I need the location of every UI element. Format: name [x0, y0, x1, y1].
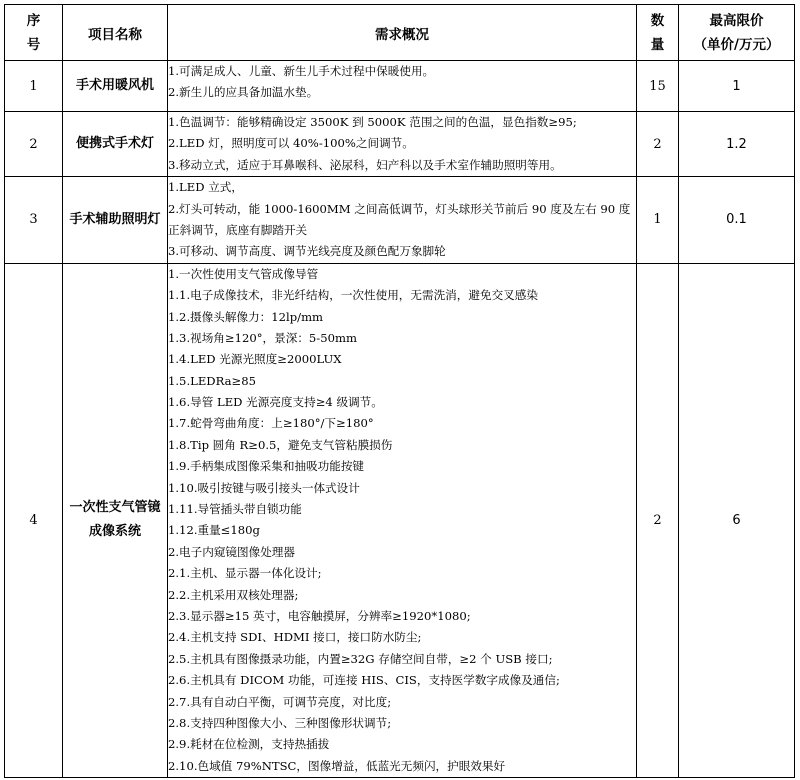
requirement-line: 2.LED 灯，照明度可以 40%-100%之间调节。 — [168, 136, 414, 151]
project-name-line: 手术辅助照明灯 — [69, 211, 161, 227]
project-name-line: 一次性支气管镜 — [69, 500, 161, 516]
project-name — [63, 177, 168, 264]
requirement-line: 2.5.主机具有图像摄录功能，内置≥32G 存储空间自带，≥2 个 USB 接口; — [168, 651, 553, 666]
row-index: 1 — [5, 61, 63, 112]
requirements-cell — [168, 177, 637, 264]
requirements-cell — [168, 263, 637, 777]
project-name-line: 成像系统 — [88, 524, 141, 540]
header-index: 序 号 — [5, 5, 63, 61]
quantity: 15 — [637, 61, 679, 112]
quantity: 2 — [637, 112, 679, 177]
row-index: 2 — [5, 112, 63, 177]
requirement-line: 2.电子内窥镜图像处理器 — [168, 544, 295, 559]
requirement-line: 1.8.Tip 圆角 R≥0.5，避免支气管粘膜损伤 — [168, 437, 393, 452]
requirement-line: 1.3.视场角≥120°，景深：5-50mm — [168, 330, 357, 345]
requirement-line: 1.6.导管 LED 光源亮度支持≥4 级调节。 — [168, 395, 383, 410]
requirement-line: 2.7.具有自动白平衡，可调节亮度，对比度; — [168, 694, 392, 709]
requirement-line: 正斜调节，底座有脚踏开关 — [168, 222, 308, 237]
project-name-line: 便携式手术灯 — [75, 136, 154, 152]
max-price: 6 — [679, 263, 795, 777]
table-row — [5, 61, 795, 112]
table-row — [5, 112, 795, 177]
max-price: 1 — [679, 61, 795, 112]
header-price: 最高限价 （单价/万元） — [679, 5, 795, 61]
max-price: 1.2 — [679, 112, 795, 177]
requirement-line: 1.4.LED 光源光照度≥2000LUX — [168, 352, 342, 367]
project-name — [63, 263, 168, 777]
requirement-line: 1.2.摄像头解像力：12lp/mm — [168, 309, 324, 324]
row-index: 3 — [5, 177, 63, 264]
requirements-table — [4, 4, 795, 778]
requirement-line: 2.1.主机、显示器一体化设计; — [168, 566, 322, 581]
requirement-line: 3.移动立式，适应于耳鼻喉科、泌尿科，妇产科以及手术室作辅助照明等用。 — [168, 157, 562, 172]
requirement-line: 2.灯头可转动，能 1000-1600MM 之间高低调节，灯头球形关节前后 90 度及左右 90 度 — [168, 201, 631, 216]
requirement-line: 2.6.主机具有 DICOM 功能，可连接 HIS、CIS，支持医学数字成像及通信; — [168, 673, 560, 688]
requirement-line: 2.10.色域值 79%NTSC，图像增益，低蓝光无频闪，护眼效果好 — [168, 758, 506, 773]
quantity: 1 — [637, 177, 679, 264]
header-requirements: 需求概况 — [168, 5, 637, 61]
requirement-line: 2.8.支持四种图像大小、三种图像形状调节; — [168, 715, 392, 730]
requirement-line: 1.7.蛇骨弯曲角度：上≥180°/下≥180° — [168, 416, 374, 431]
requirement-line: 3.可移动、调节高度、调节光线亮度及颜色配万象脚轮 — [168, 244, 446, 259]
requirement-line: 1.色温调节：能够精确设定 3500K 到 5000K 范围之间的色温，显色指数≥95; — [168, 115, 577, 129]
requirement-line: 1.LED 立式， — [168, 180, 243, 195]
quantity: 2 — [637, 263, 679, 777]
table-row — [5, 177, 795, 264]
row-index: 4 — [5, 263, 63, 777]
requirement-line: 1.11.导管插头带自锁功能 — [168, 502, 302, 517]
requirement-line: 1.可满足成人、儿童、新生儿手术过程中保暖使用。 — [168, 64, 435, 78]
table-row — [5, 263, 795, 777]
requirement-line: 2.3.显示器≥15 英寸，电容触摸屏，分辨率≥1920*1080; — [168, 608, 471, 623]
requirement-line: 1.10.吸引按键与吸引接头一体式设计 — [168, 480, 360, 495]
header-row — [5, 5, 795, 61]
requirement-line: 1.9.手柄集成图像采集和抽吸功能按键 — [168, 459, 365, 474]
header-name: 项目名称 — [63, 5, 168, 61]
requirement-line: 2.9.耗材在位检测，支持热插拔 — [168, 737, 330, 752]
requirement-line: 1.1.电子成像技术，非光纤结构，一次性使用，无需洗消，避免交叉感染 — [168, 288, 538, 303]
requirements-cell — [168, 61, 637, 112]
requirement-line: 1.一次性使用支气管成像导管 — [168, 266, 319, 281]
header-quantity: 数 量 — [637, 5, 679, 61]
requirement-line: 1.12.重量≤180g — [168, 523, 260, 538]
requirement-line: 2.4.主机支持 SDI、HDMI 接口，接口防水防尘; — [168, 630, 422, 645]
project-name-line: 手术用暖风机 — [75, 78, 154, 93]
requirement-line: 2.新生儿的应具备加温水垫。 — [168, 85, 319, 100]
requirements-cell — [168, 112, 637, 177]
max-price: 0.1 — [679, 177, 795, 264]
requirement-line: 2.2.主机采用双核处理器; — [168, 587, 299, 602]
project-name — [63, 112, 168, 177]
project-name — [63, 61, 168, 112]
requirement-line: 1.5.LEDRa≥85 — [168, 373, 256, 388]
